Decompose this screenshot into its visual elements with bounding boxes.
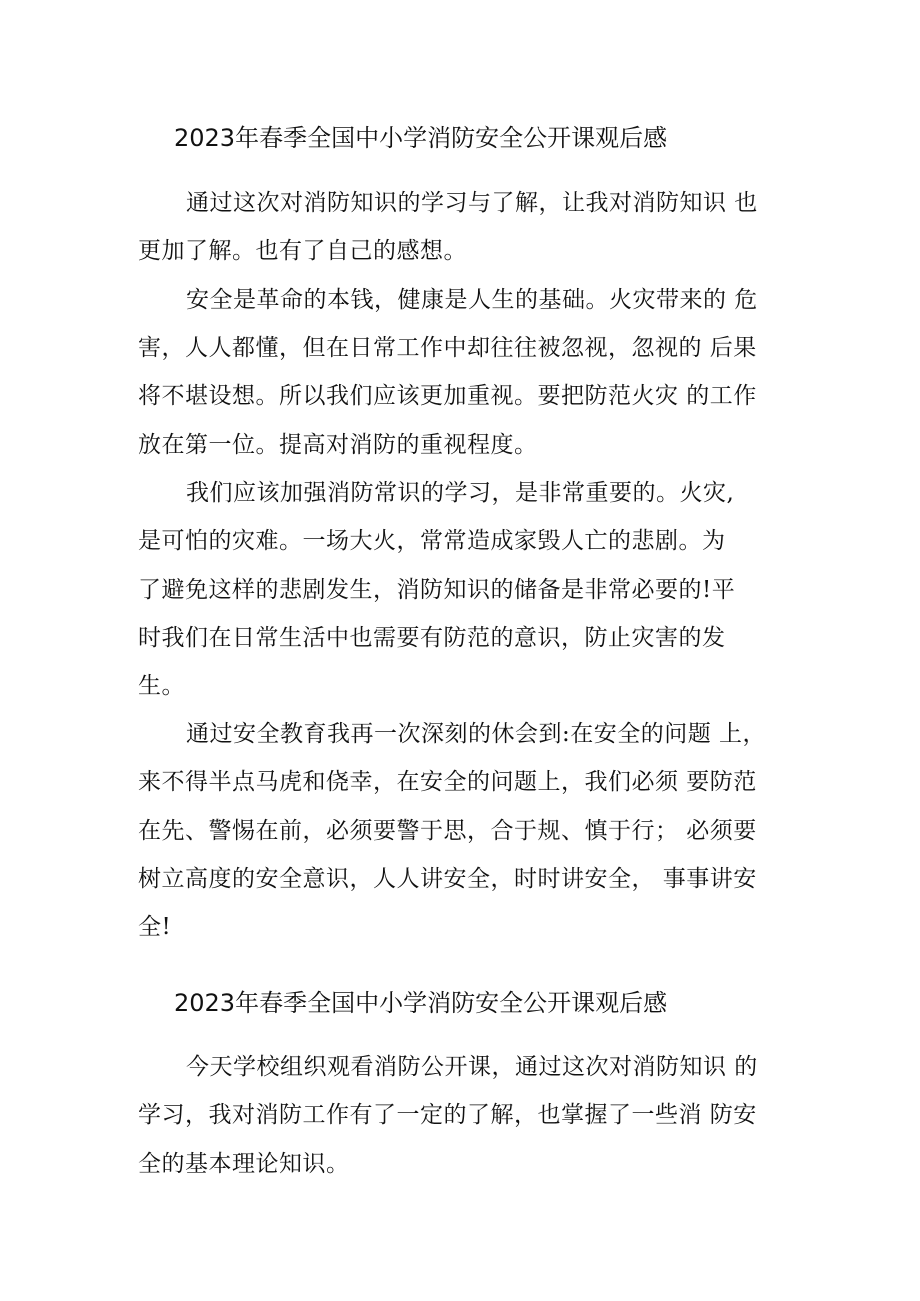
paragraph-line: 全的基本理论知识。: [138, 1151, 350, 1177]
paragraph-line: 学习，我对消防工作有了一定的了解，也掌握了一些消 防安: [138, 1102, 757, 1128]
paragraph-line: 是可怕的灾难。一场大火，常常造成家毁人亡的悲剧。为: [138, 528, 726, 554]
paragraph-line: 了避免这样的悲剧发生，消防知识的储备是非常必要的!平: [138, 577, 736, 603]
paragraph-line: 今天学校组织观看消防公开课，通过这次对消防知识 的: [186, 1054, 758, 1080]
section-title: 2023年春季全国中小学消防安全公开课观后感: [174, 989, 668, 1017]
paragraph-line: 通过这次对消防知识的学习与了解，让我对消防知识 也: [186, 190, 758, 216]
paragraph-line: 树立高度的安全意识，人人讲安全，时时讲安全， 事事讲安: [138, 866, 757, 892]
paragraph-line: 安全是革命的本钱，健康是人生的基础。火灾带来的 危: [186, 287, 758, 313]
paragraph-line: 来不得半点马虎和侥幸，在安全的问题上，我们必须 要防范: [138, 769, 757, 795]
paragraph-line: 我们应该加强消防常识的学习，是非常重要的。火灾,: [186, 480, 735, 506]
section-title: 2023年春季全国中小学消防安全公开课观后感: [174, 124, 668, 152]
paragraph-line: 害，人人都懂，但在日常工作中却往往被忽视，忽视的 后果: [138, 335, 757, 361]
paragraph-line: 放在第一位。提高对消防的重视程度。: [138, 432, 538, 458]
paragraph-line: 通过安全教育我再一次深刻的休会到:在安全的问题 上，: [186, 721, 767, 747]
paragraph-line: 将不堪设想。所以我们应该更加重视。要把防范火灾 的工作: [138, 383, 757, 409]
paragraph-line: 时我们在日常生活中也需要有防范的意识，防止灾害的发: [138, 625, 726, 651]
paragraph-line: 生。: [138, 673, 185, 699]
paragraph-line: 全!: [138, 914, 172, 940]
paragraph-line: 更加了解。也有了自己的感想。: [138, 238, 467, 264]
paragraph-line: 在先、警惕在前，必须要警于思，合于规、慎于行； 必须要: [138, 818, 757, 844]
